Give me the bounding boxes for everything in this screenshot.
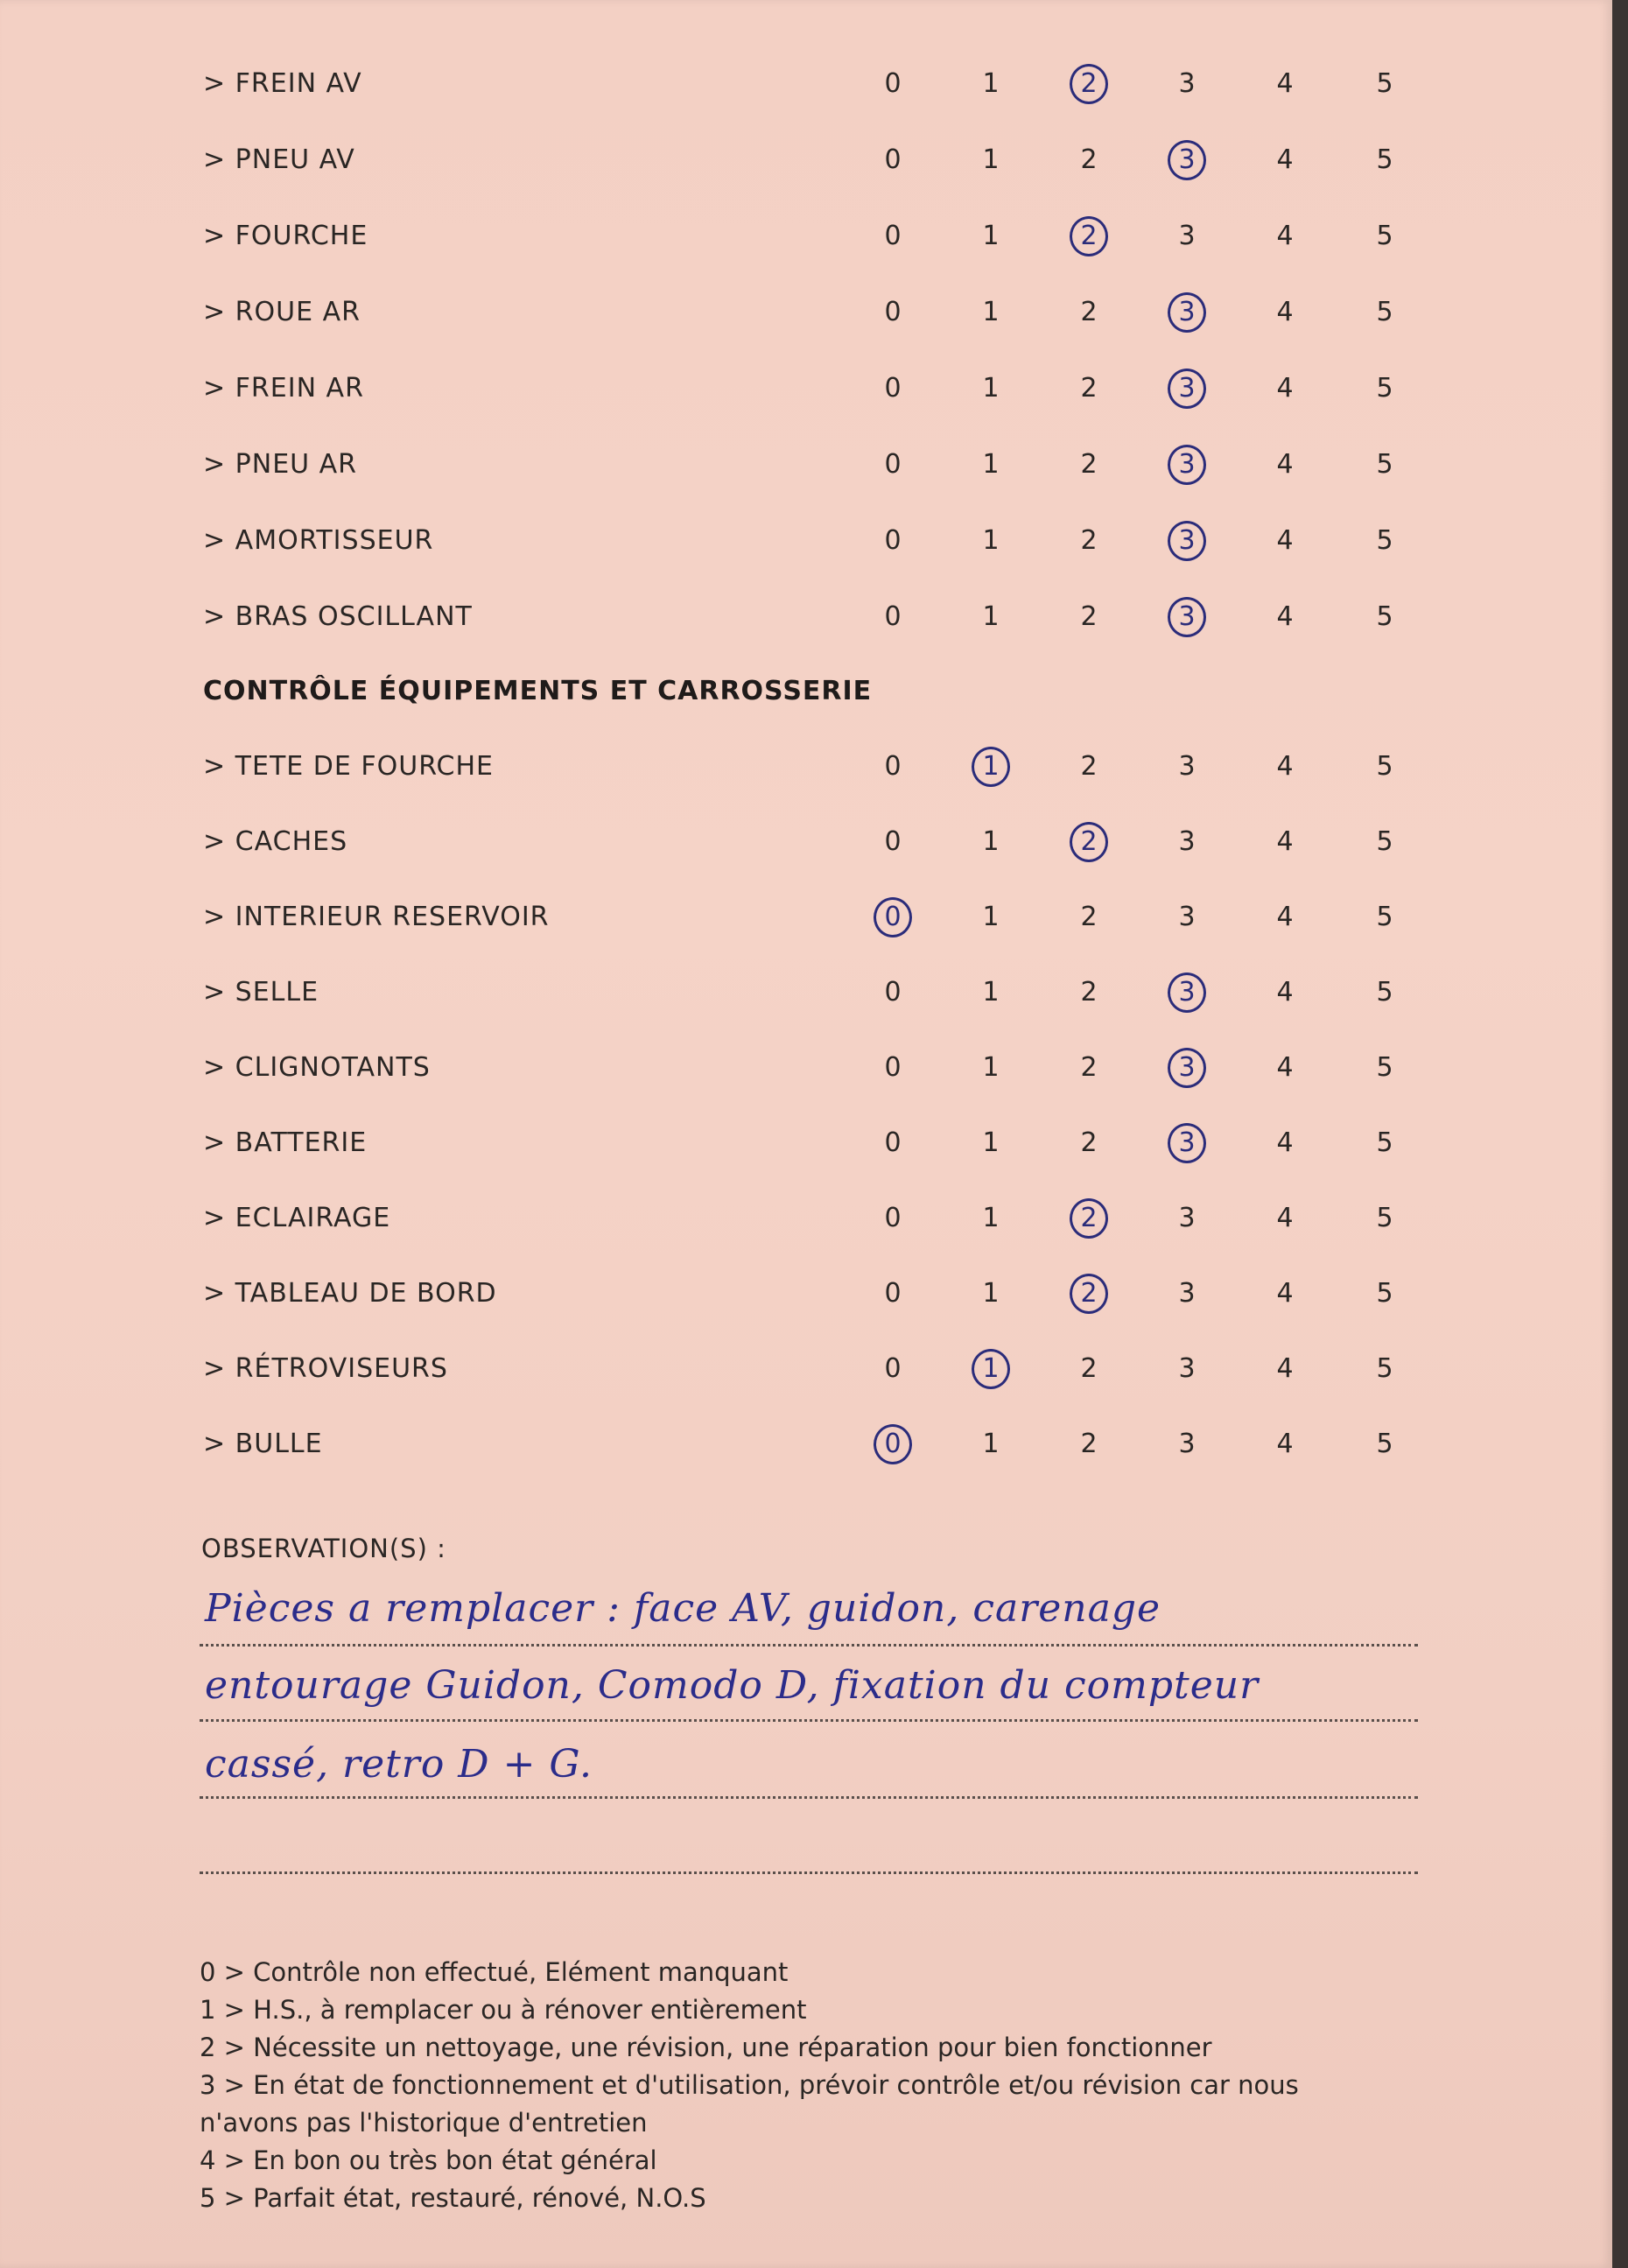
score-option[interactable]: 2 [1080,902,1098,932]
score-option[interactable]: 3 [1178,1203,1196,1233]
score-selected[interactable]: 3 [1168,140,1206,180]
score-option[interactable]: 0 [884,751,902,782]
score-selected[interactable]: 2 [1070,64,1108,104]
item-label: > INTERIEUR RESERVOIR [203,902,550,932]
score-option[interactable]: 0 [884,1127,902,1158]
score-option[interactable]: 2 [1080,373,1098,404]
score-option[interactable]: 0 [884,144,902,175]
checklist-row [0,1267,1612,1320]
checklist-row [0,1192,1612,1245]
score-option[interactable]: 5 [1376,1278,1393,1309]
score-option[interactable]: 0 [884,826,902,857]
checklist-row [0,591,1612,643]
score-selected[interactable]: 3 [1168,445,1206,485]
score-option[interactable]: 4 [1276,373,1294,404]
legend-item: n'avons pas l'historique d'entretien [200,2108,648,2138]
score-option[interactable]: 4 [1276,751,1294,782]
score-option[interactable]: 2 [1080,525,1098,556]
score-option[interactable]: 0 [884,68,902,99]
score-option[interactable]: 4 [1276,1429,1294,1459]
score-option[interactable]: 1 [982,1052,1000,1083]
score-option[interactable]: 1 [982,373,1000,404]
score-option[interactable]: 4 [1276,601,1294,632]
score-option[interactable]: 0 [884,373,902,404]
score-selected[interactable]: 0 [874,897,912,937]
item-label: > SELLE [203,977,319,1008]
checklist-row [0,1117,1612,1169]
score-option[interactable]: 3 [1178,1429,1196,1459]
item-label: > TETE DE FOURCHE [203,751,494,782]
item-label: > CACHES [203,826,348,857]
observation-line-1: Pièces a remplacer : face AV, guidon, carenage [205,1586,1161,1631]
score-selected[interactable]: 3 [1168,597,1206,637]
score-option[interactable]: 1 [982,902,1000,932]
score-option[interactable]: 3 [1178,1278,1196,1309]
checklist-row [0,439,1612,491]
score-option[interactable]: 1 [982,297,1000,327]
score-option[interactable]: 0 [884,221,902,251]
checklist-row [0,134,1612,186]
item-label: > PNEU AV [203,144,355,175]
score-option[interactable]: 0 [884,1052,902,1083]
score-option[interactable]: 5 [1376,68,1393,99]
score-option[interactable]: 1 [982,977,1000,1008]
legend-item: 2 > Nécessite un nettoyage, une révision, une réparation pour bien fonctionner [200,2033,1212,2062]
score-option[interactable]: 1 [982,221,1000,251]
score-selected[interactable]: 3 [1168,369,1206,409]
score-selected[interactable]: 3 [1168,1048,1206,1088]
score-option[interactable]: 1 [982,525,1000,556]
score-selected[interactable]: 3 [1168,521,1206,561]
score-selected[interactable]: 1 [972,1349,1010,1389]
legend-item: 3 > En état de fonctionnement et d'utilisation, prévoir contrôle et/ou révision car nous [200,2070,1299,2100]
score-option[interactable]: 2 [1080,977,1098,1008]
score-selected[interactable]: 3 [1168,973,1206,1013]
item-label: > PNEU AR [203,449,358,480]
score-option[interactable]: 5 [1376,221,1393,251]
score-option[interactable]: 1 [982,1203,1000,1233]
score-option[interactable]: 2 [1080,144,1098,175]
score-selected[interactable]: 3 [1168,1123,1206,1163]
score-option[interactable]: 1 [982,144,1000,175]
item-label: > TABLEAU DE BORD [203,1278,497,1309]
checklist-row [0,741,1612,793]
score-option[interactable]: 1 [982,1127,1000,1158]
score-option[interactable]: 2 [1080,601,1098,632]
item-label: > BATTERIE [203,1127,368,1158]
score-option[interactable]: 4 [1276,1203,1294,1233]
score-option[interactable]: 5 [1376,1052,1393,1083]
dotted-line-3 [200,1796,1418,1799]
score-option[interactable]: 0 [884,1203,902,1233]
score-option[interactable]: 5 [1376,1353,1393,1384]
observation-line-2: entourage Guidon, Comodo D, fixation du compteur [205,1663,1260,1708]
score-option[interactable]: 1 [982,1278,1000,1309]
score-option[interactable]: 4 [1276,221,1294,251]
score-option[interactable]: 5 [1376,826,1393,857]
score-option[interactable]: 2 [1080,1429,1098,1459]
score-option[interactable]: 4 [1276,1353,1294,1384]
score-option[interactable]: 5 [1376,449,1393,480]
item-label: > AMORTISSEUR [203,525,434,556]
item-label: > FREIN AR [203,373,364,404]
score-option[interactable]: 5 [1376,601,1393,632]
score-option[interactable]: 2 [1080,449,1098,480]
score-option[interactable]: 3 [1178,902,1196,932]
score-option[interactable]: 3 [1178,826,1196,857]
checklist-row [0,58,1612,110]
item-label: > ECLAIRAGE [203,1203,391,1233]
score-option[interactable]: 5 [1376,902,1393,932]
score-option[interactable]: 0 [884,1278,902,1309]
score-option[interactable]: 5 [1376,1127,1393,1158]
score-option[interactable]: 4 [1276,297,1294,327]
score-option[interactable]: 4 [1276,1127,1294,1158]
legend-item: 4 > En bon ou très bon état général [200,2145,657,2175]
item-label: > FREIN AV [203,68,362,99]
score-option[interactable]: 5 [1376,1429,1393,1459]
score-option[interactable]: 1 [982,68,1000,99]
score-option[interactable]: 1 [982,1429,1000,1459]
score-option[interactable]: 3 [1178,751,1196,782]
score-option[interactable]: 4 [1276,902,1294,932]
score-option[interactable]: 2 [1080,1353,1098,1384]
observation-line-3: cassé, retro D + G. [205,1742,593,1787]
score-selected[interactable]: 3 [1168,292,1206,333]
score-option[interactable]: 5 [1376,373,1393,404]
checklist-row [0,816,1612,868]
score-option[interactable]: 5 [1376,297,1393,327]
score-option[interactable]: 5 [1376,525,1393,556]
dotted-line-4 [200,1871,1418,1874]
score-option[interactable]: 4 [1276,525,1294,556]
score-option[interactable]: 4 [1276,449,1294,480]
checklist-row [0,1042,1612,1094]
dotted-line-1 [200,1644,1418,1647]
legend-item: 0 > Contrôle non effectué, Elément manquant [200,1957,789,1987]
score-option[interactable]: 5 [1376,977,1393,1008]
checklist-row [0,515,1612,567]
score-option[interactable]: 2 [1080,751,1098,782]
score-option[interactable]: 3 [1178,1353,1196,1384]
score-option[interactable]: 5 [1376,144,1393,175]
score-option[interactable]: 1 [982,601,1000,632]
score-selected[interactable]: 0 [874,1424,912,1464]
checklist-row [0,362,1612,415]
score-option[interactable]: 5 [1376,751,1393,782]
score-option[interactable]: 0 [884,977,902,1008]
score-selected[interactable]: 2 [1070,216,1108,256]
checklist-row [0,1418,1612,1471]
score-option[interactable]: 3 [1178,68,1196,99]
score-selected[interactable]: 2 [1070,1198,1108,1239]
score-selected[interactable]: 2 [1070,1274,1108,1314]
score-option[interactable]: 4 [1276,1278,1294,1309]
score-option[interactable]: 2 [1080,1052,1098,1083]
score-option[interactable]: 0 [884,525,902,556]
score-option[interactable]: 0 [884,1353,902,1384]
score-option[interactable]: 2 [1080,1127,1098,1158]
score-option[interactable]: 0 [884,449,902,480]
score-option[interactable]: 4 [1276,68,1294,99]
item-label: > BULLE [203,1429,323,1459]
legend-item: 1 > H.S., à remplacer ou à rénover entièrement [200,1995,807,2025]
section-title: CONTRÔLE ÉQUIPEMENTS ET CARROSSERIE [203,676,873,706]
checklist-row [0,891,1612,944]
score-selected[interactable]: 2 [1070,822,1108,862]
score-option[interactable]: 5 [1376,1203,1393,1233]
legend-item: 5 > Parfait état, restauré, rénové, N.O.S [200,2183,706,2213]
score-option[interactable]: 4 [1276,826,1294,857]
score-option[interactable]: 1 [982,826,1000,857]
item-label: > ROUE AR [203,297,361,327]
checklist-row [0,210,1612,263]
score-option[interactable]: 1 [982,449,1000,480]
item-label: > FOURCHE [203,221,368,251]
dotted-line-2 [200,1719,1418,1722]
item-label: > RÉTROVISEURS [203,1353,448,1384]
score-option[interactable]: 0 [884,297,902,327]
score-option[interactable]: 4 [1276,977,1294,1008]
score-option[interactable]: 0 [884,601,902,632]
checklist-row [0,966,1612,1019]
score-option[interactable]: 3 [1178,221,1196,251]
score-selected[interactable]: 1 [972,747,1010,787]
score-legend [200,1954,1425,2217]
score-option[interactable]: 4 [1276,1052,1294,1083]
score-option[interactable]: 4 [1276,144,1294,175]
observations-label: OBSERVATION(S) : [201,1534,446,1563]
checklist-row [0,286,1612,339]
item-label: > BRAS OSCILLANT [203,601,473,632]
score-option[interactable]: 2 [1080,297,1098,327]
checklist-row [0,1343,1612,1395]
item-label: > CLIGNOTANTS [203,1052,431,1083]
